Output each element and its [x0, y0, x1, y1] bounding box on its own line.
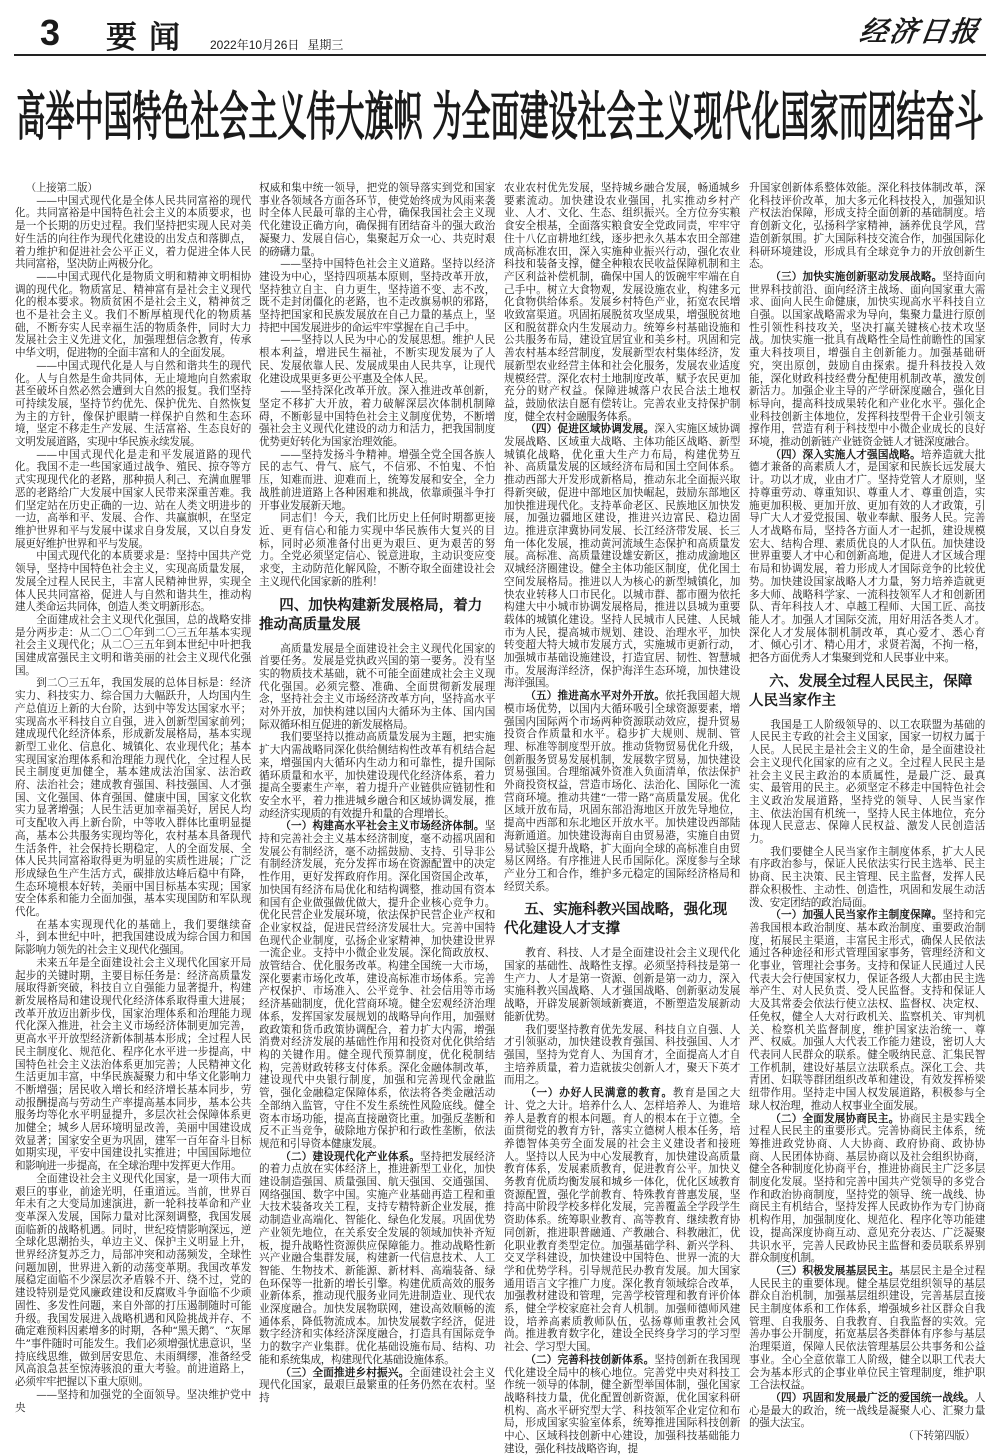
paragraph-text: 坚持面向世界科技前沿、面向经济主战场、面向国家重大需求、面向人民生命健康，加快实现高水平科技自立自强。以国家战略需求为导向，集聚力量进行原创性引领性科技攻关，坚决打赢关键核心技术攻坚战。加快实施一批具有战略性全局性前瞻性的国家重大科技项目，增强自主创新能力。加强基础研究，突出原创，鼓励自由探索。提升科技投入效能，深化财政科技经费分配使用机制改革，激发创新活力。加强企业主导的产学研深度融合，强化目标导向，提高科技成果转化和产业化水平。强化企业科技创新主体地位，发挥科技型骨干企业引领支撑作用，营造有利于科技型中小微企业成长的良好环境，推动创新链产业链资金链人才链深度融合。 [749, 270, 985, 449]
paragraph [749, 1392, 985, 1430]
paragraph-text: 在基本实现现代化的基础上，我们要继续奋斗，到本世纪中叶，把我国建设成为综合国力和国际影响力领先的社会主义现代化强国。 [15, 918, 251, 957]
paragraph-text: ——坚持深化改革开放。深入推进改革创新，坚定不移扩大开放，着力破解深层次体制机制障碍，不断彰显中国特色社会主义制度优势，不断增强社会主义现代化建设的动力和活力，把我国制度优势更好转化为国家治理效能。 [259, 385, 495, 449]
subheading-lead: （三）加快实施创新驱动发展战略。 [770, 270, 943, 283]
headline: 高举中国特色社会主义伟大旗帜 为全面建设社会主义现代化国家而团结奋斗 [16, 85, 984, 147]
subheading-lead: （一）办好人民满意的教育。 [525, 1087, 673, 1100]
subheading-lead: （一）加强人民当家作主制度保障。 [770, 909, 943, 922]
paragraph-text: 全面建设社会主义现代化国家，是一项伟大而艰巨的事业，前途光明，任重道远。当前，世界百年未有之大变局加速演进，新一轮科技革命和产业变革深入发展，国际力量对比深刻调整，我国发展面临新的战略机遇。同时，世纪疫情影响深远，逆全球化思潮抬头，单边主义、保护主义明显上升，世界经济复苏乏力，局部冲突和动荡频发，全球性问题加剧，世界进入新的动荡变革期。我国改革发展稳定面临不少深层次矛盾躲不开、绕不过，党的建设特别是党风廉政建设和反腐败斗争面临不少顽固性、多发性问题，来自外部的打压遏制随时可能升级。我国发展进入战略机遇和风险挑战并存、不确定难预料因素增多的时期，各种“黑天鹅”、“灰犀牛”事件随时可能发生。我们必须增强忧患意识，坚持底线思维，做到居安思危、未雨绸缪，准备经受风高浪急甚至惊涛骇浪的重大考验。前进道路上，必须牢牢把握以下重大原则。 [15, 1172, 251, 1389]
paragraph-text: 全面建设社会主义现代化国家，最艰巨最繁重的任务仍然在农村。坚持 [259, 1366, 495, 1404]
paragraph [15, 195, 251, 271]
paragraph [259, 731, 495, 820]
paragraph [259, 1367, 495, 1405]
paragraph [504, 423, 740, 690]
paragraph-text: 培养造就大批德才兼备的高素质人才，是国家和民族长远发展大计。功以才成，业由才广。坚持党管人才原则，坚持尊重劳动、尊重知识、尊重人才、尊重创造，实施更加积极、更加开放、更加有效的人才政策，引导广大人才爱党报国、敬业奉献、服务人民。完善人才战略布局，坚持各方面人才一起抓，建设规模宏大、结构合理、素质优良的人才队伍。加快建设世界重要人才中心和创新高地，促进人才区域合理布局和协调发展，着力形成人才国际竞争的比较优势。加快建设国家战略人才力量，努力培养造就更多大师、战略科学家、一流科技领军人才和创新团队、青年科技人才、卓越工程师、大国工匠、高技能人才。加强人才国际交流，用好用活各类人才。深化人才发展体制机制改革，真心爱才、悉心育才、倾心引才、精心用才，求贤若渴，不拘一格，把各方面优秀人才集聚到党和人民事业中来。 [749, 448, 985, 665]
column-2 [259, 182, 495, 1405]
paragraph [259, 258, 495, 334]
paragraph-text: 深入实施区域协调发展战略、区域重大战略、主体功能区战略、新型城镇化战略，优化重大生产力布局，构建优势互补、高质量发展的区域经济布局和国土空间体系。推动西部大开发形成新格局，推动东北全面振兴取得新突破，促进中部地区加快崛起，鼓励东部地区加快推进现代化。支持革命老区、民族地区加快发展，加强边疆地区建设，推进兴边富民、稳边固边。推进京津冀协同发展、长江经济带发展、长三角一体化发展，推动黄河流域生态保护和高质量发展。高标准、高质量建设雄安新区，推动成渝地区双城经济圈建设。健全主体功能区制度，优化国土空间发展格局。推进以人为核心的新型城镇化，加快农业转移人口市民化。以城市群、都市圈为依托构建大中小城市协调发展格局，推进以县城为重要载体的城镇化建设。坚持人民城市人民建、人民城市为人民，提高城市规划、建设、治理水平，加快转变超大特大城市发展方式，实施城市更新行动，加强城市基础设施建设，打造宜居、韧性、智慧城市。发展海洋经济，保护海洋生态环境，加快建设海洋强国。 [504, 423, 740, 690]
paragraph-text: 全面建成社会主义现代化强国，总的战略安排是分两步走：从二〇二〇年到二〇三五年基本实现社会主义现代化；从二〇三五年到本世纪中叶把我国建成富强民主文明和谐美丽的社会主义现代化强国。 [15, 613, 251, 677]
paragraph [15, 360, 251, 449]
paragraph [259, 182, 495, 258]
paragraph-text: （上接第二版） [25, 182, 98, 194]
paragraph [749, 449, 985, 665]
section-name: 要闻 [106, 20, 192, 56]
subheading-lead: （二）全面发展协商民主。 [770, 1112, 900, 1125]
paragraph [749, 719, 985, 846]
paragraph [15, 614, 251, 678]
paragraph [15, 449, 251, 551]
paragraph-text: ——中国式现代化是全体人民共同富裕的现代化。共同富裕是中国特色社会主义的本质要求，也是一个长期的历史过程。我们坚持把实现人民对美好生活的向往作为现代化建设的出发点和落脚点，着力维护和促进社会公平正义，着力促进全体人民共同富裕，坚决防止两极分化。 [15, 194, 251, 271]
paragraph [15, 1173, 251, 1389]
paragraph [15, 1389, 251, 1414]
paragraph [259, 512, 495, 588]
paragraph-text: 同志们！今天，我们比历史上任何时期都更接近、更有信心和能力实现中华民族伟大复兴的目标，同时必须准备付出更为艰巨、更为艰苦的努力。全党必须坚定信心、锐意进取，主动识变应变求变，主动防范化解风险，不断夺取全面建设社会主义现代化国家新的胜利！ [259, 512, 495, 588]
section-heading: 五、实施科教兴国战略，强化现代化建设人才支撑 [504, 902, 728, 938]
paragraph [15, 677, 251, 918]
paragraph-text: 升国家创新体系整体效能。深化科技体制改革，深化科技评价改革，加大多元化科技投入，加强知识产权法治保障，形成支持全面创新的基础制度。培育创新文化，弘扬科学家精神，涵养优良学风，营造创新氛围。扩大国际科技交流合作，加强国际化科研环境建设，形成具有全球竞争力的开放创新生态。 [749, 182, 985, 271]
paragraph-text: 坚持和完善社会主义基本经济制度，毫不动摇巩固和发展公有制经济，毫不动摇鼓励、支持、引导非公有制经济发展，充分发挥市场在资源配置中的决定性作用，更好发挥政府作用。深化国资国企改革，加快国有经济布局优化和结构调整，推动国有资本和国有企业做强做优做大，提升企业核心竞争力。优化民营企业发展环境，依法保护民营企业产权和企业家权益，促进民营经济发展壮大。完善中国特色现代企业制度，弘扬企业家精神，加快建设世界一流企业。支持中小微企业发展。深化简政放权、放管结合、优化服务改革。构建全国统一大市场，深化要素市场化改革，建设高标准市场体系。完善产权保护、市场准入、公平竞争、社会信用等市场经济基础制度，优化营商环境。健全宏观经济治理体系，发挥国家发展规划的战略导向作用，加强财政政策和货币政策协调配合，着力扩大内需，增强消费对经济发展的基础性作用和投资对优化供给结构的关键作用。健全现代预算制度，优化税制结构，完善财政转移支付体系。深化金融体制改革，建设现代中央银行制度，加强和完善现代金融监管，强化金融稳定保障体系，依法将各类金融活动全部纳入监管，守住不发生系统性风险底线。健全资本市场功能，提高直接融资比重。加强反垄断和反不正当竞争，破除地方保护和行政性垄断，依法规范和引导资本健康发展。 [259, 820, 495, 1150]
paragraph [15, 271, 251, 360]
paragraph-text: 教育、科技、人才是全面建设社会主义现代化国家的基础性、战略性支撑。必须坚持科技是第一生产力、人才是第一资源、创新是第一动力，深入实施科教兴国战略、人才强国战略、创新驱动发展战略，开辟发展新领域新赛道，不断塑造发展新动能新优势。 [504, 947, 740, 1023]
paragraph-text: ——坚持发扬斗争精神。增强全党全国各族人民的志气、骨气、底气，不信邪、不怕鬼、不怕压，知难而进、迎难而上，统筹发展和安全，全力战胜前进道路上各种困难和挑战，依靠顽强斗争打开事业发展新天地。 [259, 448, 495, 512]
column-3 [504, 182, 740, 1456]
weekday: 星期三 [307, 38, 344, 52]
paragraph [259, 449, 495, 513]
paragraph-text: ——中国式现代化是人与自然和谐共生的现代化。人与自然是生命共同体，无止境地向自然索取甚至破坏自然必然会遭到大自然的报复。我们坚持可持续发展，坚持节约优先、保护优先、自然恢复为主的方针，像保护眼睛一样保护自然和生态环境，坚定不移走生产发展、生活富裕、生态良好的文明发展道路，实现中华民族永续发展。 [15, 359, 251, 449]
paragraph-text: 高质量发展是全面建设社会主义现代化国家的首要任务。发展是党执政兴国的第一要务。没有坚实的物质技术基础，就不可能全面建成社会主义现代化强国。必须完整、准确、全面贯彻新发展理念，坚持社会主义市场经济改革方向，坚持高水平对外开放，加快构建以国内大循环为主体、国内国际双循环相互促进的新发展格局。 [259, 642, 495, 731]
paragraph [749, 271, 985, 449]
paragraph-text: ——坚持中国特色社会主义道路。坚持以经济建设为中心，坚持四项基本原则，坚持改革开放，坚持独立自主、自力更生，坚持道不变、志不改，既不走封闭僵化的老路，也不走改旗易帜的邪路，坚持把国家和民族发展放在自己力量的基点上，坚持把中国发展进步的命运牢牢掌握在自己手中。 [259, 258, 495, 334]
paragraph-text: 教育是国之大计、党之大计。培养什么人、怎样培养人、为谁培养人是教育的根本问题。育人的根本在于立德。全面贯彻党的教育方针，落实立德树人根本任务，培养德智体美劳全面发展的社会主义建设者和接班人。坚持以人民为中心发展教育，加快建设高质量教育体系，发展素质教育，促进教育公平。加快义务教育优质均衡发展和城乡一体化，优化区域教育资源配置，强化学前教育、特殊教育普惠发展，坚持高中阶段学校多样化发展，完善覆盖全学段学生资助体系。统筹职业教育、高等教育、继续教育协同创新，推进职普融通、产教融合、科教融汇，优化职业教育类型定位。加强基础学科、新兴学科、交叉学科建设，加快建设中国特色、世界一流的大学和优势学科。引导规范民办教育发展。加大国家通用语言文字推广力度。深化教育领域综合改革，加强教材建设和管理，完善学校管理和教育评价体系，健全学校家庭社会育人机制。加强师德师风建设，培养高素质教师队伍，弘扬尊师重教社会风尚。推进教育数字化，建设全民终身学习的学习型社会、学习型大国。 [504, 1087, 740, 1354]
paragraph [504, 690, 740, 893]
paragraph [749, 909, 985, 1112]
paragraph-text: 我们要坚持教育优先发展、科技自立自强、人才引领驱动，加快建设教育强国、科技强国、人才强国，坚持为党育人、为国育才，全面提高人才自主培养质量，着力造就拔尖创新人才，聚天下英才而用之。 [504, 1023, 740, 1087]
page-number: 3 [40, 12, 61, 53]
paragraph [259, 334, 495, 385]
paragraph-text: 坚持和完善我国根本政治制度、基本政治制度、重要政治制度，拓展民主渠道，丰富民主形式，确保人民依法通过各种途径和形式管理国家事务，管理经济和文化事业，管理社会事务。支持和保证人民通过人民代表大会行使国家权力，保证各级人大都由民主选举产生、对人民负责、受人民监督。支持和保证人大及其常委会依法行使立法权、监督权、决定权、任免权，健全人大对行政机关、监察机关、审判机关、检察机关监督制度，维护国家法治统一、尊严、权威。加强人大代表工作能力建设，密切人大代表同人民群众的联系。健全吸纳民意、汇集民智工作机制，建设好基层立法联系点。深化工会、共青团、妇联等群团组织改革和建设，有效发挥桥梁纽带作用。坚持走中国人权发展道路，积极参与全球人权治理，推动人权事业全面发展。 [749, 909, 985, 1112]
issue-date: 2022年10月26日 [210, 38, 300, 52]
paragraph-text: ——中国式现代化是走和平发展道路的现代化。我国不走一些国家通过战争、殖民、掠夺等方式实现现代化的老路，那种损人利己、充满血腥罪恶的老路给广大发展中国家人民带来深重苦难。我们坚定站在历史正确的一边、站在人类文明进步的一边，高举和平、发展、合作、共赢旗帜，在坚定维护世界和平与发展中谋求自身发展，又以自身发展更好维护世界和平与发展。 [15, 448, 251, 550]
paragraph-text: 我国是工人阶级领导的、以工农联盟为基础的人民民主专政的社会主义国家，国家一切权力属于人民。人民民主是社会主义的生命，是全面建设社会主义现代化国家的应有之义。全过程人民民主是社会主义民主政治的本质属性，是最广泛、最真实、最管用的民主。必须坚定不移走中国特色社会主义政治发展道路，坚持党的领导、人民当家作主、依法治国有机统一，坚持人民主体地位，充分体现人民意志、保障人民权益、激发人民创造活力。 [749, 718, 985, 846]
paragraph [749, 846, 985, 910]
paragraph [749, 182, 985, 271]
paragraph-text: 基层民主是全过程人民民主的重要体现。健全基层党组织领导的基层群众自治机制，加强基层组织建设，完善基层直接民主制度体系和工作体系，增强城乡社区群众自我管理、自我服务、自我教育、自我监督的实效。完善办事公开制度，拓宽基层各类群体有序参与基层治理渠道，保障人民依法管理基层公共事务和公益事业。全心全意依靠工人阶级，健全以职工代表大会为基本形式的企事业单位民主管理制度，维护职工合法权益。 [749, 1264, 985, 1392]
column-4 [749, 182, 985, 1443]
paragraph [504, 1354, 740, 1456]
subheading-lead: （三）积极发展基层民主。 [770, 1264, 900, 1277]
paragraph [15, 550, 251, 614]
paragraph-text: 我们要健全人民当家作主制度体系，扩大人民有序政治参与，保证人民依法实行民主选举、民主协商、民主决策、民主管理、民主监督，发挥人民群众积极性、主动性、创造性，巩固和发展生动活泼、安定团结的政治局面。 [749, 845, 985, 909]
paragraph [504, 1087, 740, 1354]
paragraph [259, 643, 495, 732]
paragraph-text: ——中国式现代化是物质文明和精神文明相协调的现代化。物质富足、精神富有是社会主义现代化的根本要求。物质贫困不是社会主义，精神贫乏也不是社会主义。我们不断厚植现代化的物质基础，不断夯实人民幸福生活的物质条件，同时大力发展社会主义先进文化，加强理想信念教育，传承中华文明，促进物的全面丰富和人的全面发展。 [15, 270, 251, 360]
paragraph [15, 919, 251, 957]
paragraph-text: 农业农村优先发展，坚持城乡融合发展，畅通城乡要素流动。加快建设农业强国，扎实推动乡村产业、人才、文化、生态、组织振兴。全方位夯实粮食安全根基，全面落实粮食安全党政同责，牢牢守住十八亿亩耕地红线，逐步把永久基本农田全部建成高标准农田，深入实施种业振兴行动，强化农业科技和装备支撑，健全种粮农民收益保障机制和主产区利益补偿机制，确保中国人的饭碗牢牢端在自己手中。树立大食物观，发展设施农业，构建多元化食物供给体系。发展乡村特色产业，拓宽农民增收致富渠道。巩固拓展脱贫攻坚成果，增强脱贫地区和脱贫群众内生发展动力。统筹乡村基础设施和公共服务布局，建设宜居宜业和美乡村。巩固和完善农村基本经营制度，发展新型农村集体经济，发展新型农业经营主体和社会化服务，发展农业适度规模经营。深化农村土地制度改革，赋予农民更加充分的财产权益。保障进城落户农民合法土地权益，鼓励依法自愿有偿转让。完善农业支持保护制度，健全农村金融服务体系。 [504, 182, 740, 423]
issue-date-line [210, 36, 351, 53]
paragraph-text: 人心是最大的政治，统一战线是凝聚人心、汇聚力量的强大法宝。 [749, 1391, 985, 1430]
newspaper-logo: 经济日报 [857, 15, 983, 48]
subheading-lead: （一）构建高水平社会主义市场经济体制。 [280, 820, 485, 833]
column-1 [15, 182, 251, 1414]
paragraph-text: 中国式现代化的本质要求是：坚持中国共产党领导，坚持中国特色社会主义，实现高质量发展，发展全过程人民民主，丰富人民精神世界，实现全体人民共同富裕，促进人与自然和谐共生，推动构建人类命运共同体，创造人类文明新形态。 [15, 550, 251, 614]
paragraph-text: （下转第四版） [902, 1430, 975, 1443]
paragraph-text: 未来五年是全面建设社会主义现代化国家开局起步的关键时期，主要目标任务是：经济高质量发展取得新突破，科技自立自强能力显著提升，构建新发展格局和建设现代化经济体系取得重大进展；改革开放迈出新步伐，国家治理体系和治理能力现代化深入推进，社会主义市场经济体制更加完善，更高水平开放型经济新体制基本形成；全过程人民民主制度化、规范化、程序化水平进一步提高，中国特色社会主义法治体系更加完善；人民精神文化生活更加丰富，中华民族凝聚力和中华文化影响力不断增强；居民收入增长和经济增长基本同步，劳动报酬提高与劳动生产率提高基本同步，基本公共服务均等化水平明显提升，多层次社会保障体系更加健全；城乡人居环境明显改善，美丽中国建设成效显著；国家安全更为巩固，建军一百年奋斗目标如期实现，平安中国建设扎实推进；中国国际地位和影响进一步提高，在全球治理中发挥更大作用。 [15, 956, 251, 1173]
paragraph-text: 协商民主是实践全过程人民民主的重要形式。完善协商民主体系，统筹推进政党协商、人大协商、政府协商、政协协商、人民团体协商、基层协商以及社会组织协商，健全各种制度化协商平台，推进协商民主广泛多层制度化发展。坚持和完善中国共产党领导的多党合作和政治协商制度，坚持党的领导、统一战线、协商民主有机结合，坚持发挥人民政协作为专门协商机构作用，加强制度化、规范化、程序化等功能建设，提高深度协商互动、意见充分表达、广泛凝聚共识水平，完善人民政协民主监督和委员联系界别群众制度机制。 [749, 1112, 985, 1265]
paragraph [504, 182, 740, 423]
subheading-lead: （四）巩固和发展最广泛的爱国统一战线。 [770, 1391, 975, 1404]
subheading-lead: （二）完善科技创新体系。 [525, 1353, 655, 1366]
paragraph [749, 1265, 985, 1392]
paragraph-text: ——坚持和加强党的全面领导。坚决维护党中央 [15, 1388, 251, 1414]
subheading-lead: （二）建设现代化产业体系。 [280, 1150, 421, 1163]
paragraph [259, 820, 495, 1150]
paragraph-text: 权威和集中统一领导，把党的领导落实到党和国家事业各领域各方面各环节，使党始终成为风雨来袭时全体人民最可靠的主心骨，确保我国社会主义现代化建设正确方向，确保拥有团结奋斗的强大政治凝聚力、发展自信心，集聚起万众一心、共克时艰的磅礴力量。 [259, 182, 495, 258]
subheading-lead: （五）推进高水平对外开放。 [525, 690, 666, 703]
paragraph [259, 385, 495, 449]
paragraph [749, 1113, 985, 1265]
paragraph-text: 坚持把发展经济的着力点放在实体经济上，推进新型工业化，加快建设制造强国、质量强国、航天强国、交通强国、网络强国、数字中国。实施产业基础再造工程和重大技术装备攻关工程，支持专精特新企业发展，推动制造业高端化、智能化、绿色化发展。巩固优势产业领先地位，在关系安全发展的领域加快补齐短板，提升战略性资源供应保障能力。推动战略性新兴产业融合集群发展，构建新一代信息技术、人工智能、生物技术、新能源、新材料、高端装备、绿色环保等一批新的增长引擎。构建优质高效的服务业新体系，推动现代服务业同先进制造业、现代农业深度融合。加快发展物联网，建设高效顺畅的流通体系，降低物流成本。加快发展数字经济，促进数字经济和实体经济深度融合，打造具有国际竞争力的数字产业集群。优化基础设施布局、结构、功能和系统集成，构建现代化基础设施体系。 [259, 1150, 495, 1366]
page-header [14, 0, 986, 56]
subheading-lead: （四）深入实施人才强国战略。 [770, 448, 921, 461]
paragraph [504, 947, 740, 1023]
paragraph-text: 到二〇三五年，我国发展的总体目标是：经济实力、科技实力、综合国力大幅跃升，人均国内生产总值迈上新的大台阶，达到中等发达国家水平；实现高水平科技自立自强，进入创新型国家前列；建成现代化经济体系，形成新发展格局，基本实现新型工业化、信息化、城镇化、农业现代化；基本实现国家治理体系和治理能力现代化，全过程人民民主制度更加健全，基本建成法治国家、法治政府、法治社会；建成教育强国、科技强国、人才强国、文化强国、体育强国、健康中国，国家文化软实力显著增强；人民生活更加幸福美好，居民人均可支配收入再上新台阶，中等收入群体比重明显提高，基本公共服务实现均等化，农村基本具备现代生活条件，社会保持长期稳定，人的全面发展、全体人民共同富裕取得更为明显的实质性进展；广泛形成绿色生产生活方式，碳排放达峰后稳中有降，生态环境根本好转，美丽中国目标基本实现；国家安全体系和能力全面加强，基本实现国防和军队现代化。 [15, 677, 251, 919]
continued-note [749, 1430, 985, 1443]
subheading-lead: （四）促进区域协调发展。 [525, 423, 655, 436]
paragraph-text: 我们要坚持以推动高质量发展为主题，把实施扩大内需战略同深化供给侧结构性改革有机结合起来，增强国内大循环内生动力和可靠性，提升国际循环质量和水平，加快建设现代化经济体系，着力提高全要素生产率，着力提升产业链供应链韧性和安全水平，着力推进城乡融合和区域协调发展，推动经济实现质的有效提升和量的合理增长。 [259, 731, 495, 820]
section-heading: 六、发展全过程人民民主，保障人民当家作主 [749, 673, 973, 709]
paragraph [259, 1151, 495, 1367]
paragraph [504, 1024, 740, 1088]
continued-from-note [15, 182, 251, 195]
paragraph-text: 依托我国超大规模市场优势，以国内大循环吸引全球资源要素，增强国内国际两个市场两种资源联动效应，提升贸易投资合作质量和水平。稳步扩大规则、规制、管理、标准等制度型开放。推动货物贸易优化升级，创新服务贸易发展机制，发展数字贸易，加快建设贸易强国。合理缩减外资准入负面清单，依法保护外商投资权益，营造市场化、法治化、国际化一流营商环境。推动共建“一带一路”高质量发展。优化区域开放布局，巩固东部沿海地区开放先导地位，提高中西部和东北地区开放水平。加快建设西部陆海新通道。加快建设海南自由贸易港，实施自由贸易试验区提升战略，扩大面向全球的高标准自由贸易区网络。有序推进人民币国际化。深度参与全球产业分工和合作，维护多元稳定的国际经济格局和经贸关系。 [504, 690, 740, 893]
paragraph [15, 957, 251, 1173]
paragraph-text: ——坚持以人民为中心的发展思想。维护人民根本利益，增进民生福祉，不断实现发展为了人民、发展依靠人民、发展成果由人民共享，让现代化建设成果更多更公平惠及全体人民。 [259, 334, 495, 385]
section-heading: 四、加快构建新发展格局，着力推动高质量发展 [259, 597, 483, 633]
paragraph-text: 坚持创新在我国现代化建设全局中的核心地位。完善党中央对科技工作统一领导的体制，健全新型举国体制，强化国家战略科技力量，优化配置创新资源，优化国家科研机构、高水平研究型大学、科技领军企业定位和布局，形成国家实验室体系，统筹推进国际科技创新中心、区域科技创新中心建设，加强科技基础能力建设，强化科技战略咨询，提 [504, 1353, 740, 1455]
subheading-lead: （三）全面推进乡村振兴。 [280, 1366, 410, 1379]
